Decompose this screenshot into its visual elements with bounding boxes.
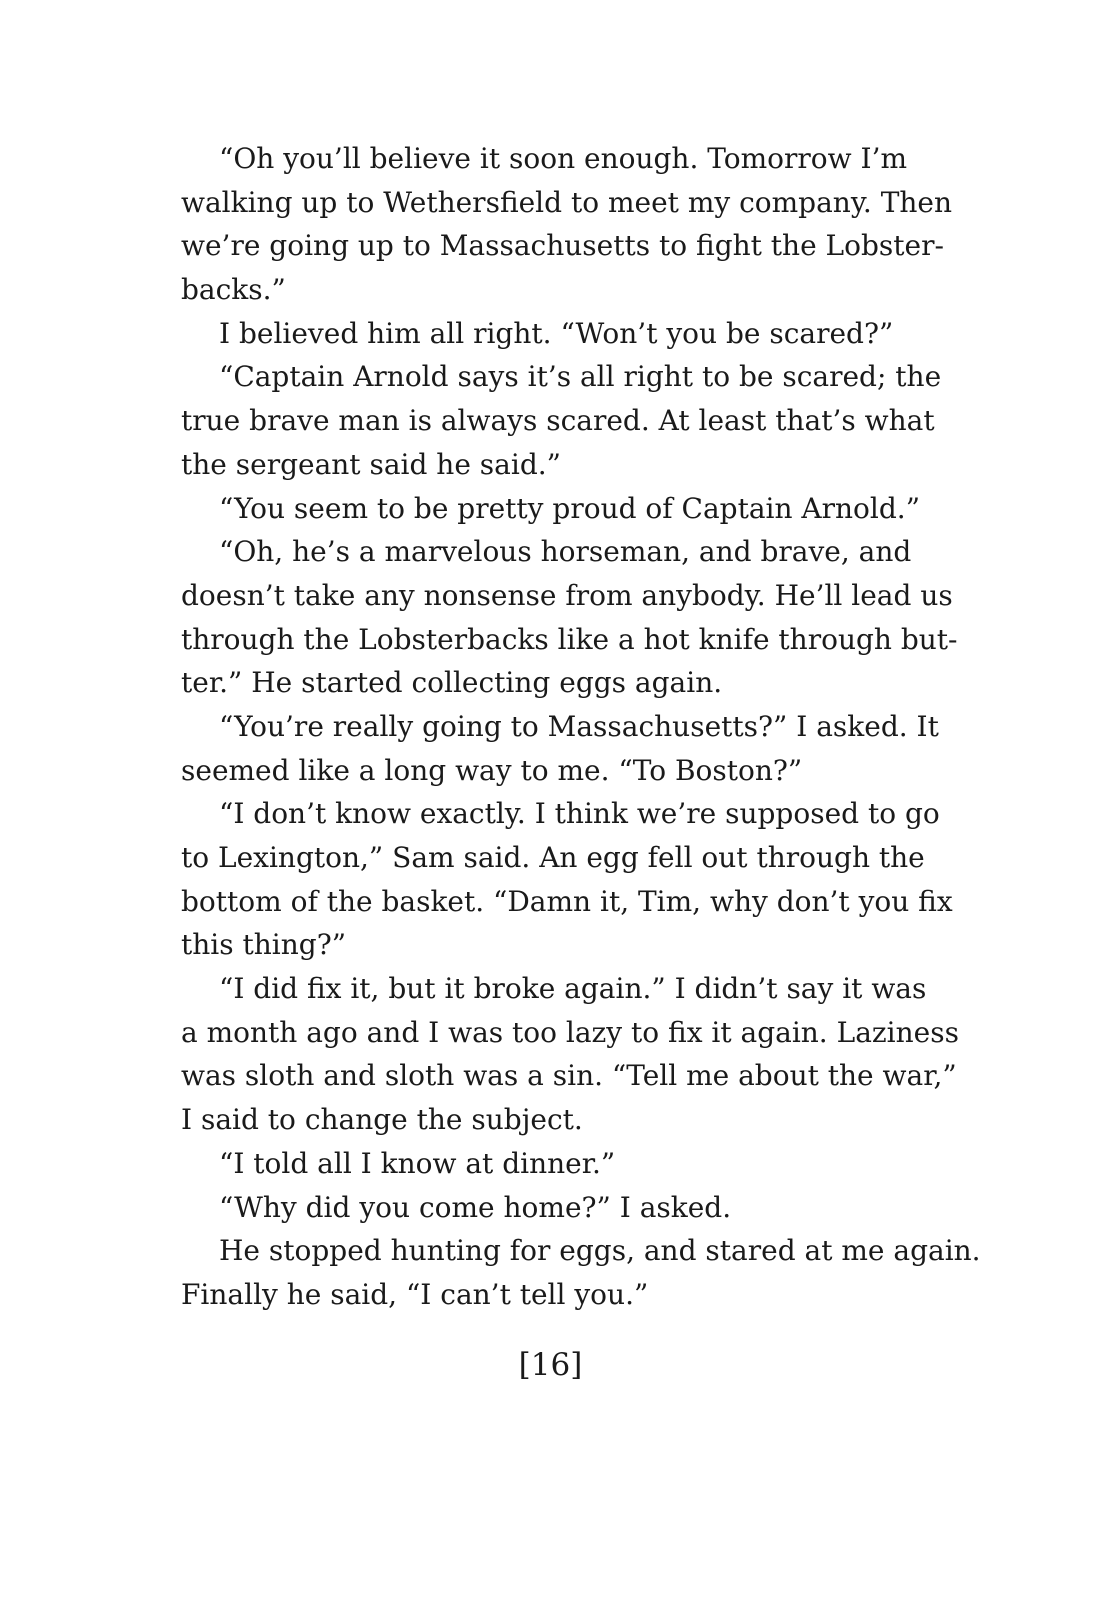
text-line: “Oh you’ll believe it soon enough. Tomorrow I’m [219, 142, 908, 175]
text-line: the sergeant said he said.” [181, 447, 561, 481]
text-line: a month ago and I was too lazy to fix it again. Laziness [181, 1015, 959, 1049]
text-line: through the Lobsterbacks like a hot knife through but- [181, 622, 958, 656]
text-line: true brave man is always scared. At least that’s what [181, 404, 935, 438]
text-line: “I did fix it, but it broke again.” I didn’t say it was [219, 972, 927, 1006]
text-line: “You seem to be pretty proud of Captain Arnold.” [219, 491, 921, 525]
text-line: backs.” [181, 273, 286, 307]
text-line: seemed like a long way to me. “To Boston?” [181, 753, 803, 787]
text-line: “I told all I know at dinner.” [219, 1146, 616, 1180]
text-line: ter.” He started collecting eggs again. [181, 666, 723, 700]
text-line: “I don’t know exactly. I think we’re supposed to go [219, 797, 940, 831]
text-line: I believed him all right. “Won’t you be scared?” [219, 316, 894, 350]
text-line: doesn’t take any nonsense from anybody. He’ll lead us [181, 578, 953, 612]
text-line: Finally he said, “I can’t tell you.” [181, 1277, 649, 1311]
text-line: this thing?” [181, 928, 347, 962]
text-line: I said to change the subject. [181, 1103, 583, 1137]
text-line: “Why did you come home?” I asked. [219, 1190, 732, 1224]
text-line: He stopped hunting for eggs, and stared at me again. [219, 1234, 981, 1268]
text-line: “You’re really going to Massachusetts?” I asked. It [219, 709, 939, 743]
text-line: “Oh, he’s a marvelous horseman, and brave, and [219, 535, 912, 569]
text-line: “Captain Arnold says it’s all right to be scared; the [219, 360, 942, 394]
text-line: bottom of the basket. “Damn it, Tim, why don’t you fix [181, 884, 953, 918]
text-line: was sloth and sloth was a sin. “Tell me about the war,” [181, 1059, 957, 1093]
text-line: we’re going up to Massachusetts to fight the Lobster- [181, 229, 944, 263]
page-number: [16] [518, 1347, 583, 1383]
text-line: to Lexington,” Sam said. An egg fell out through the [181, 841, 925, 874]
body-text [181, 137, 981, 1317]
text-line: walking up to Wethersfield to meet my company. Then [181, 185, 953, 219]
